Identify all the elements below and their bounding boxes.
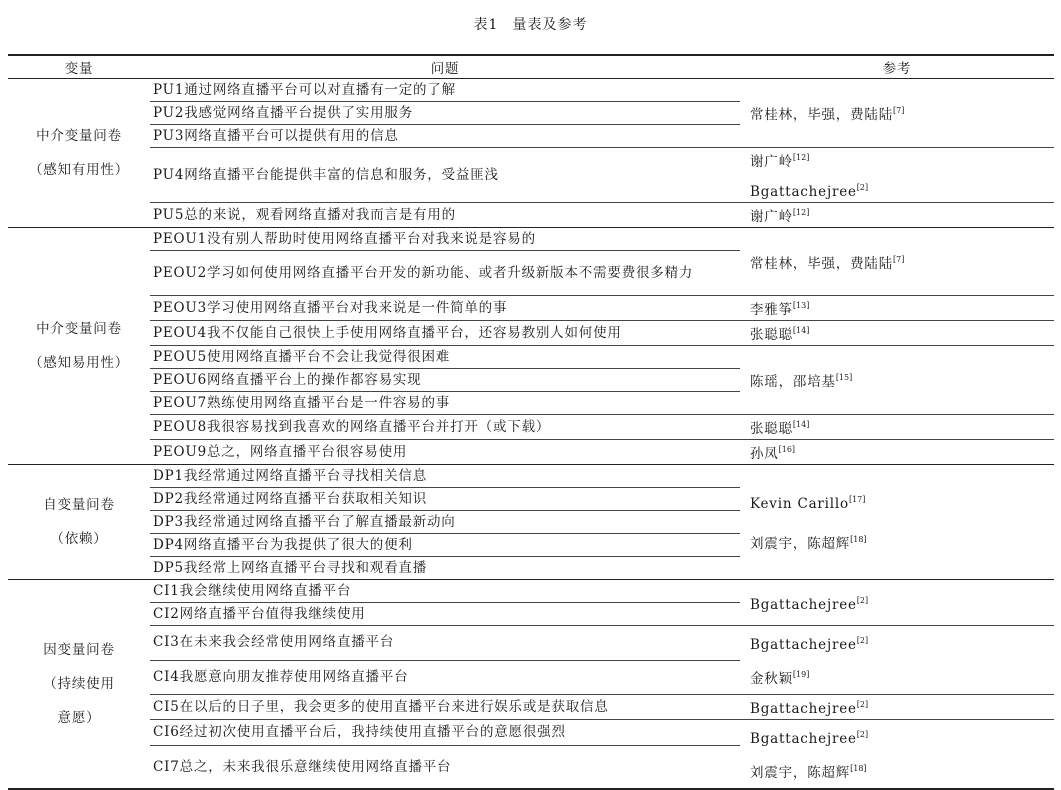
question-cell: DP5我经常上网络直播平台寻找和观看直播 — [150, 557, 740, 580]
reference-cell — [740, 228, 1054, 296]
question-cell: PEOU5使用网络直播平台不会让我觉得很困难 — [150, 346, 740, 369]
variable-subname: （感知有用性） — [28, 162, 130, 178]
reference-cell — [740, 296, 1054, 321]
citation-mark: [19] — [792, 670, 810, 679]
citation-mark: [14] — [792, 420, 810, 429]
table-row — [8, 321, 1054, 346]
reference-text: 李雅筝 — [750, 302, 793, 318]
reference-text: 张聪聪 — [750, 327, 793, 343]
table-number: 表1 — [473, 17, 499, 33]
citation-mark: [2] — [856, 183, 869, 192]
variable-subname: （感知易用性） — [28, 355, 130, 371]
question-cell: CI1我会继续使用网络直播平台 — [153, 582, 352, 599]
table-row — [8, 415, 1054, 440]
reference-text: Bgattachejree — [750, 637, 857, 653]
table-row — [8, 79, 1054, 102]
reference-text: 孙凤 — [750, 446, 779, 462]
question-cell: PEOU7熟练使用网络直播平台是一件容易的事 — [150, 392, 740, 415]
table-row — [8, 580, 1054, 603]
question-cell: CI4我愿意向朋友推荐使用网络直播平台 — [150, 660, 740, 695]
header-question: 问题 — [430, 61, 460, 77]
reference-cell — [740, 626, 1054, 695]
citation-mark: [13] — [792, 301, 810, 310]
reference-cell — [740, 720, 1054, 790]
reference-cell — [740, 203, 1054, 228]
reference-cell — [740, 440, 1054, 465]
variable-subname: （持续使用 — [43, 676, 115, 692]
citation-mark: [14] — [792, 326, 810, 335]
citation-mark: [7] — [893, 106, 905, 115]
question-cell: DP2我经常通过网络直播平台获取相关知识 — [150, 488, 740, 511]
question-cell: PEOU9总之，网络直播平台很容易使用 — [150, 440, 740, 465]
reference-text: 陈瑶，邵培基 — [750, 374, 836, 390]
variable-subname: （依赖） — [50, 531, 108, 547]
citation-mark: [12] — [792, 208, 810, 217]
citation-mark: [17] — [848, 495, 866, 504]
question-cell: CI2网络直播平台值得我继续使用 — [150, 603, 740, 626]
question-cell: PEOU8我很容易找到我喜欢的网络直播平台并打开（或下载） — [150, 415, 740, 440]
reference-cell — [740, 79, 1054, 148]
reference-cell — [740, 321, 1054, 346]
table-row — [8, 626, 1054, 661]
citation-mark: [12] — [792, 153, 810, 162]
reference-text: 金秋颖 — [750, 671, 793, 687]
table-title: 量表及参考 — [512, 17, 588, 33]
reference-cell — [740, 346, 1054, 415]
question-cell: PU2我感觉网络直播平台提供了实用服务 — [150, 102, 740, 125]
table-row — [8, 346, 1054, 369]
variable-cell — [8, 580, 150, 790]
variable-name: 因变量问卷 — [43, 642, 115, 658]
citation-mark: [15] — [835, 373, 853, 382]
variable-name: 自变量问卷 — [43, 497, 115, 513]
citation-mark: [16] — [778, 445, 796, 454]
table-row — [8, 148, 1054, 203]
question-cell: CI3在未来我会经常使用网络直播平台 — [150, 626, 740, 661]
reference-text: 张聪聪 — [750, 421, 793, 437]
reference-text: 谢广岭 — [750, 209, 793, 225]
variable-cell — [8, 79, 150, 228]
table-caption — [0, 14, 1061, 34]
question-cell: CI6经过初次使用直播平台后，我持续使用直播平台的意愿很强烈 — [150, 720, 740, 746]
variable-name: 中介变量问卷 — [36, 128, 122, 144]
header-variable: 变量 — [64, 61, 94, 77]
question-cell: PEOU6网络直播平台上的操作都容易实现 — [150, 369, 740, 392]
table-row — [8, 440, 1054, 465]
citation-mark: [18] — [850, 764, 867, 773]
table-row — [8, 695, 1054, 720]
reference-text: Bgattachejree — [750, 596, 857, 613]
reference-text: 常桂林，毕强，费陆陆 — [750, 255, 893, 272]
header-row — [8, 55, 1054, 79]
reference-text: Bgattachejree — [750, 701, 857, 717]
question-cell: PU3网络直播平台可以提供有用的信息 — [150, 125, 740, 148]
reference-cell — [740, 415, 1054, 440]
citation-mark: [18] — [850, 535, 867, 544]
variable-cell — [8, 465, 150, 580]
table-row — [8, 465, 1054, 488]
question-cell: PU1通过网络直播平台可以对直播有一定的了解 — [153, 81, 456, 98]
question-cell: DP1我经常通过网络直播平台寻找相关信息 — [153, 467, 427, 484]
reference-text: Bgattachejree — [750, 184, 857, 200]
citation-mark: [2] — [856, 730, 869, 739]
citation-mark: [2] — [856, 700, 869, 709]
reference-text: Kevin Carillo — [750, 496, 849, 512]
question-cell: PEOU3学习使用网络直播平台对我来说是一件简单的事 — [150, 296, 740, 321]
citation-mark: [7] — [893, 254, 905, 264]
variable-name: 中介变量问卷 — [36, 321, 122, 337]
table-row — [8, 228, 1054, 251]
table-row — [8, 203, 1054, 228]
question-cell: DP3我经常通过网络直播平台了解直播最新动向 — [150, 511, 740, 534]
reference-cell — [740, 580, 1054, 626]
reference-cell — [740, 465, 1054, 580]
reference-cell — [740, 695, 1054, 720]
citation-mark: [2] — [856, 636, 869, 645]
question-cell: PEOU1没有别人帮助时使用网络直播平台对我来说是容易的 — [153, 230, 536, 247]
reference-cell — [740, 148, 1054, 203]
table-row — [8, 720, 1054, 746]
reference-text: 谢广岭 — [750, 154, 793, 170]
question-cell: PU4网络直播平台能提供丰富的信息和服务，受益匪浅 — [150, 148, 740, 203]
citation-mark: [2] — [856, 595, 869, 605]
reference-text: 刘震宇，陈超辉 — [750, 536, 851, 552]
question-cell: PEOU4我不仅能自己很快上手使用网络直播平台，还容易教别人如何使用 — [150, 321, 740, 346]
variable-cell — [8, 228, 150, 465]
reference-text: 刘震宇，陈超辉 — [750, 765, 851, 781]
question-cell: PEOU2学习如何使用网络直播平台开发的新功能、或者升级新版本不需要费很多精力 — [150, 251, 740, 296]
question-cell: DP4网络直播平台为我提供了很大的便利 — [150, 534, 740, 557]
reference-text: Bgattachejree — [750, 731, 857, 747]
header-reference: 参考 — [882, 61, 912, 77]
question-cell: CI7总之，未来我很乐意继续使用网络直播平台 — [150, 746, 740, 789]
variable-subname-cont: 意愿） — [57, 710, 101, 726]
question-cell: PU5总的来说，观看网络直播对我而言是有用的 — [150, 203, 740, 228]
reference-text: 常桂林，毕强，费陆陆 — [750, 107, 893, 123]
question-cell: CI5在以后的日子里，我会更多的使用直播平台来进行娱乐或是获取信息 — [150, 695, 740, 720]
scale-table — [8, 54, 1054, 790]
table-row — [8, 296, 1054, 321]
